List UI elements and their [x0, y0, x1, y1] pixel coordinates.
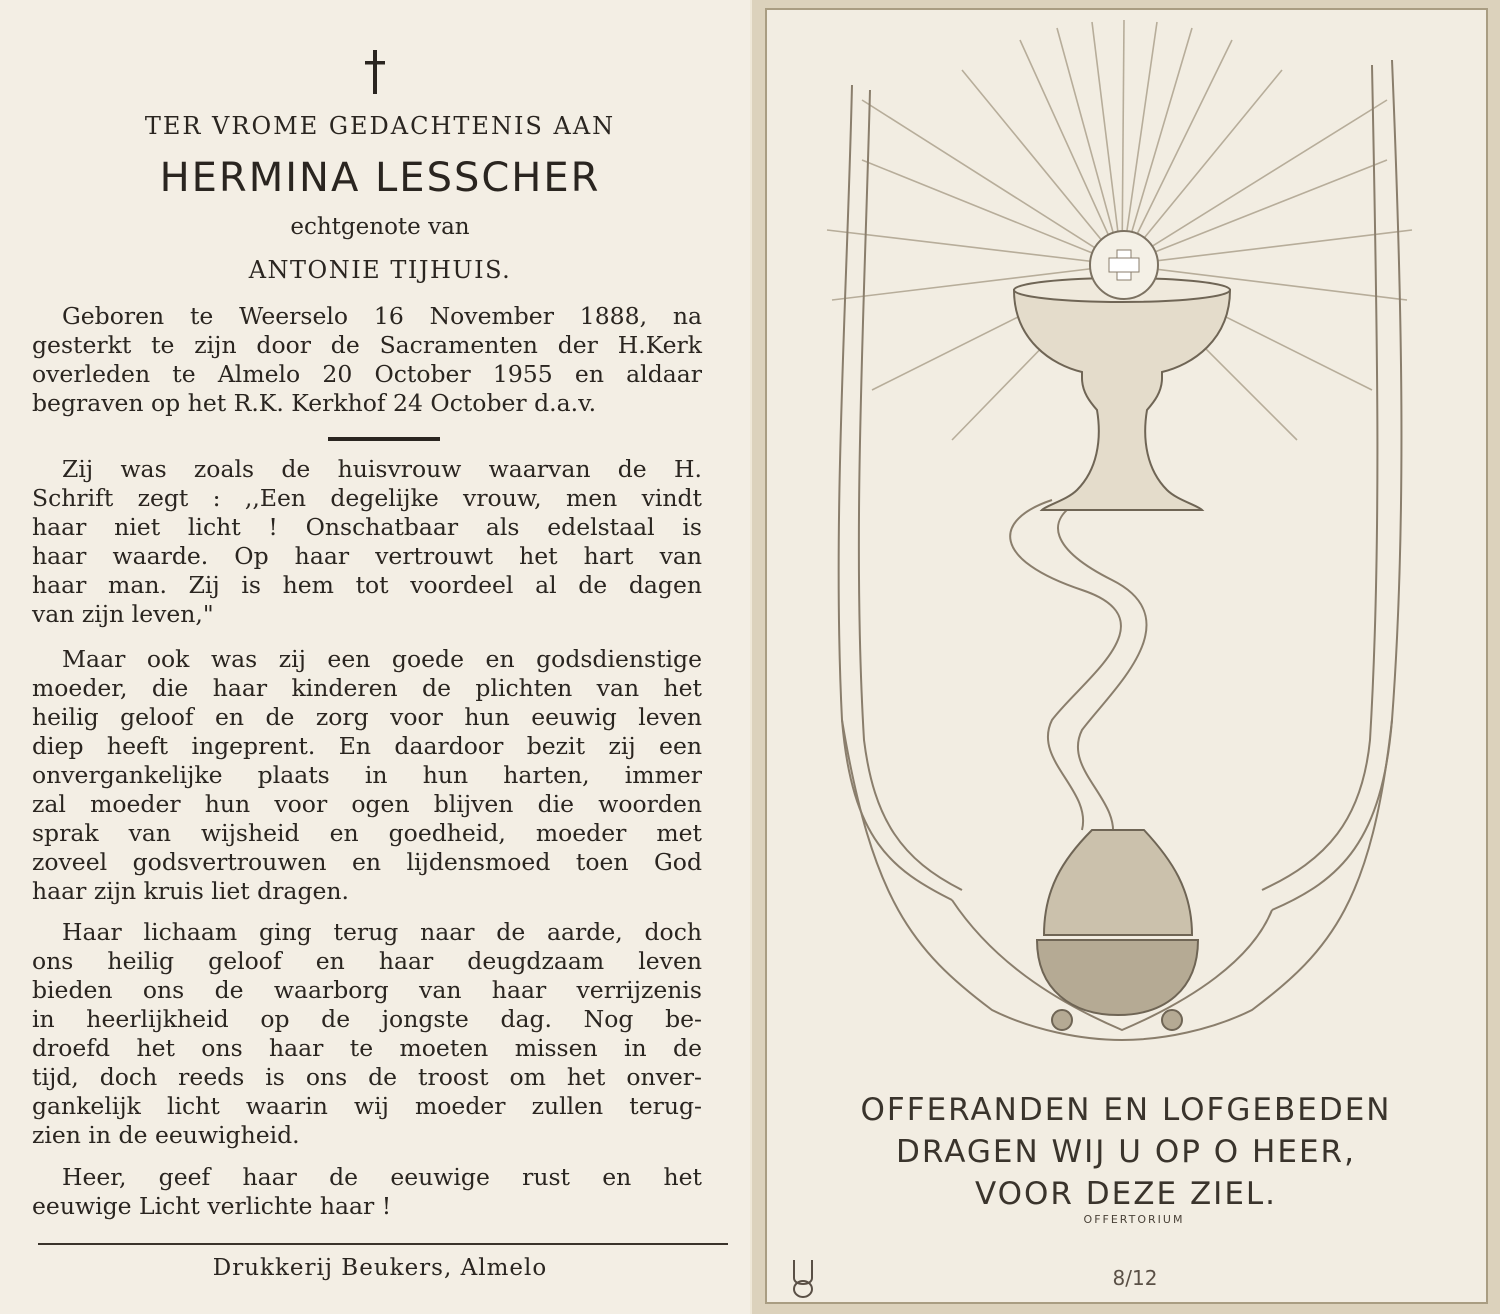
host-icon — [1090, 231, 1158, 299]
verse-line: VOOR DEZE ZIEL. — [974, 1176, 1278, 1212]
text-line: zal moeder hun voor ogen blijven die woorden — [32, 790, 702, 818]
text-line: tijd, doch reeds is ons de troost om het onver- — [32, 1063, 702, 1091]
incense-smoke — [1010, 500, 1146, 840]
footer-divider — [38, 1243, 728, 1245]
resurrection-paragraph — [32, 918, 702, 1150]
text-line: Geboren te Weerselo 16 November 1888, na — [62, 302, 702, 330]
text-line: in heerlijkheid op de jongste dag. Nog be- — [32, 1005, 702, 1033]
text-line: zien in de eeuwigheid. — [32, 1121, 300, 1149]
prayer-paragraph — [32, 1163, 702, 1221]
text-line: haar man. Zij is hem tot voordeel al de dagen — [32, 571, 702, 599]
text-line: begraven op het R.K. Kerkhof 24 October d.a.v. — [32, 389, 597, 417]
verse-line: DRAGEN WIJ U OP O HEER, — [896, 1134, 1356, 1170]
text-line: zoveel godsvertrouwen en lijdensmoed toen God — [32, 848, 702, 876]
biography-paragraph — [32, 302, 702, 418]
text-line: haar niet licht ! Onschatbaar als edelstaal is — [32, 513, 702, 541]
text-line: haar zijn kruis liet dragen. — [32, 877, 349, 905]
printer-credit: Drukkerij Beukers, Almelo — [212, 1255, 548, 1281]
artist-monogram-icon — [788, 1256, 818, 1300]
spouse-name: ANTONIE TIJHUIS. — [248, 256, 512, 284]
cross-icon — [363, 50, 387, 94]
text-line: ons heilig geloof en haar deugdzaam leven — [32, 947, 702, 975]
text-line: sprak van wijsheid en goedheid, moeder met — [32, 819, 702, 847]
text-line: Schrift zegt : ,,Een degelijke vrouw, men vindt — [32, 484, 702, 512]
text-line: overleden te Almelo 20 October 1955 en aldaar — [32, 360, 702, 388]
text-line: eeuwige Licht verlichte haar ! — [32, 1192, 392, 1220]
chalice-illustration — [752, 0, 1500, 1100]
text-line: van zijn leven," — [32, 600, 214, 628]
text-line: haar waarde. Op haar vertrouwt het hart van — [32, 542, 702, 570]
chalice — [1014, 278, 1230, 510]
deceased-name: HERMINA LESSCHER — [159, 155, 601, 201]
memorial-heading: TER VROME GEDACHTENIS AAN — [144, 112, 616, 140]
text-line: onvergankelijke plaats in hun harten, immer — [32, 761, 702, 789]
text-line: droefd het ons haar te moeten missen in de — [32, 1034, 702, 1062]
text-line: gankelijk licht waarin wij moeder zullen terug- — [32, 1092, 702, 1120]
text-line: diep heeft ingeprent. En daardoor bezit zij een — [32, 732, 702, 760]
text-line: Heer, geef haar de eeuwige rust en het — [62, 1163, 702, 1191]
text-line: gesterkt te zijn door de Sacramenten der H.Kerk — [32, 331, 702, 359]
verse-source: OFFERTORIUM — [1083, 1213, 1185, 1226]
text-line: heilig geloof en de zorg voor hun eeuwig leven — [32, 703, 702, 731]
verse-line: OFFERANDEN EN LOFGEBEDEN — [860, 1092, 1392, 1128]
text-line: bieden ons de waarborg van haar verrijzenis — [32, 976, 702, 1004]
text-line: moeder, die haar kinderen de plichten van het — [32, 674, 702, 702]
section-divider — [328, 437, 440, 441]
spouse-intro: echtgenote van — [290, 214, 470, 240]
text-line: Zij was zoals de huisvrouw waarvan de H. — [62, 455, 702, 483]
scripture-paragraph — [32, 455, 702, 629]
mother-paragraph — [32, 645, 702, 906]
text-line: Maar ook was zij een goede en godsdienstige — [62, 645, 702, 673]
card-code: 8/12 — [1112, 1266, 1158, 1290]
text-line: Haar lichaam ging terug naar de aarde, doch — [62, 918, 702, 946]
